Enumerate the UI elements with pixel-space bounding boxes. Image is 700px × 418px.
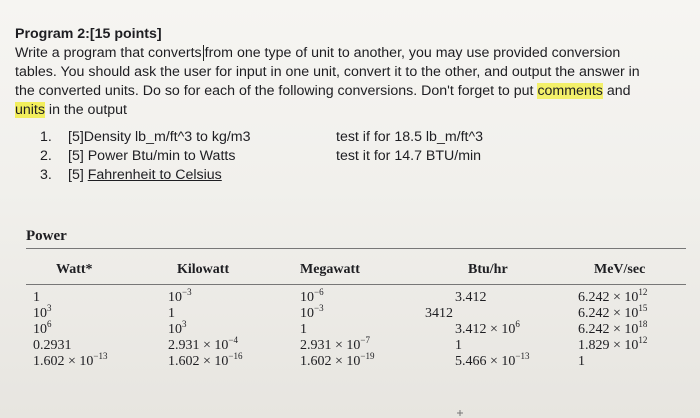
table-cell: $10^6$ <box>33 319 52 337</box>
table-cell: $10^{-3}$ <box>300 303 324 321</box>
table-cell: 1 <box>168 306 175 321</box>
description-line-3-a: the converted units. Do so for each of the following conversions. Don't forget to put <box>15 83 538 99</box>
task-number: 3. <box>40 167 52 183</box>
text-cursor <box>203 45 204 61</box>
table-cell: $1.602 \times 10^{-13}$ <box>33 351 108 369</box>
header-kilowatt: Kilowatt <box>177 262 230 277</box>
task-number: 1. <box>40 129 52 145</box>
table-cell: 1 <box>300 322 307 337</box>
table-cell: $5.466 \times 10^{-13}$ <box>455 351 530 369</box>
description-line-4-b: in the output <box>44 102 128 118</box>
table-cell: $2.931 \times 10^{-7}$ <box>300 335 370 353</box>
table-cell: 3.412 <box>455 290 487 305</box>
highlight-comments: comments <box>537 83 603 99</box>
column-mev-sec <box>578 287 648 370</box>
task-text: [5]Density lb_m/ft^3 to kg/m3 <box>68 129 251 145</box>
table-cell: $1.602 \times 10^{-16}$ <box>168 351 243 369</box>
description-line-2: tables. You should ask the user for input in one unit, convert it to the other, and output the answer in <box>15 64 640 80</box>
header-btu-hr: Btu/hr <box>468 262 508 277</box>
task-test-note: test if for 18.5 lb_m/ft^3 <box>336 129 484 145</box>
highlight-units: units <box>15 102 45 118</box>
table-section-title: Power <box>26 228 67 244</box>
column-kilowatt <box>168 287 243 370</box>
table-cell: $2.931 \times 10^{-4}$ <box>168 335 238 353</box>
move-cursor-icon <box>457 410 463 416</box>
table-cell: $10^{-3}$ <box>168 287 192 305</box>
task-text: [5] Power Btu/min to Watts <box>68 148 236 164</box>
table-cell: 1 <box>455 338 462 353</box>
table-header-rule <box>26 284 686 285</box>
column-btu-hr <box>425 290 529 370</box>
description-line-4 <box>15 101 685 120</box>
table-cell: 0.2931 <box>33 338 72 353</box>
header-mev-sec: MeV/sec <box>594 262 646 277</box>
task-test-note: test it for 14.7 BTU/min <box>336 148 482 164</box>
table-cell: 1 <box>578 354 585 369</box>
task-number: 2. <box>40 148 52 164</box>
table-top-rule <box>26 248 686 249</box>
column-megawatt <box>300 287 375 370</box>
column-watt <box>33 290 107 370</box>
table-cell: $10^3$ <box>168 319 187 337</box>
task-text <box>68 166 222 185</box>
description-line-1-a: Write a program that converts <box>15 45 202 61</box>
description-line-3 <box>15 82 685 101</box>
table-cell: $3.412 \times 10^6$ <box>455 319 520 337</box>
table-cell: $1.829 \times 10^{12}$ <box>578 335 648 353</box>
table-cell: $10^3$ <box>33 303 52 321</box>
program-title: Program 2:[15 points] <box>15 26 162 42</box>
task-text-b: Fahrenheit to Celsius <box>87 167 222 183</box>
header-megawatt: Megawatt <box>300 262 360 277</box>
assignment-text <box>15 25 685 120</box>
description-line-3-b: and <box>602 83 631 99</box>
table-cell: $6.242 \times 10^{18}$ <box>578 319 648 337</box>
table-cell: $1.602 \times 10^{-19}$ <box>300 351 375 369</box>
table-cell: $10^{-6}$ <box>300 287 324 305</box>
header-watt: Watt* <box>56 262 93 277</box>
table-cell: $6.242 \times 10^{12}$ <box>578 287 648 305</box>
task-text-a: [5] <box>68 167 88 183</box>
table-cell: 1 <box>33 290 40 305</box>
power-conversion-table <box>0 218 700 418</box>
description-line-1-b: from one type of unit to another, you may use provided conversion <box>204 45 621 61</box>
table-cell: $6.242 \times 10^{15}$ <box>578 303 648 321</box>
description-line-1 <box>15 44 685 63</box>
table-cell: 3412 <box>425 306 453 321</box>
